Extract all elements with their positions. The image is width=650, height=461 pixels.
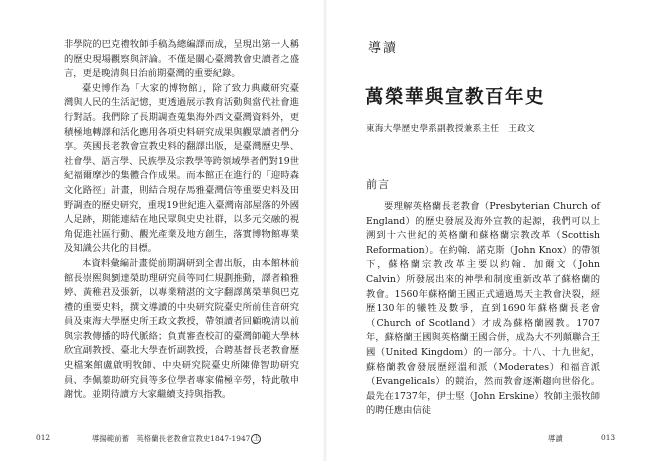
article-title: 萬榮華與宣教百年史 xyxy=(365,87,546,108)
author-byline: 東海大學歷史學系副教授兼系主任 王政文 xyxy=(366,124,535,134)
page-number-left: 012 xyxy=(36,433,51,442)
right-page-body xyxy=(366,200,600,419)
paragraph: 臺史博作為「大家的博物館」，除了致力典藏研究臺灣與人民的生活記憶，更透過展示教育活動與當代社會進行對話。我們除了長期調查蒐集海外西文臺灣資料外，更積極地轉譯和活化應用各項史料研究成果與觀眾讀者們分享。英國長老教會宣教史料的翻譯出版，是臺灣歷史學、社會學、語言學、民族學及宗教學等跨領域學者們對19世紀福爾摩沙的集體合作成果。而本館正在進行的「迎時森文化路徑」計畫，則結合現存馬雅臺灣信等重要史料及田野調查的歷史研究，重現19世紀進入臺灣南部屋落的外國人足跡，期能連結在地民眾與史史社群，以多元交融的視角促進社區行動、觀光產業及地方創生，落實博物館專業及知識公共化的目標。 xyxy=(64,82,299,255)
running-footer-title: 導揚範前蓄 英格蘭長老教會宣教史1847-1947 xyxy=(92,434,251,443)
paragraph: 本資料彙編計畫從前期調研到全書出版，由本館林前館長崇熙與劉達榮助理研究員等同仁規劃推動，譯者賴雅婷、黃稚君及張新，以專業精湛的文字翻譯萬榮華與巴克禮的重要史料，撰文導讀的中央研究院臺史所前佳音研究員及東海大學歷史所王政文教授，帶領讀者回顧晚清以前與宗教傳播的時代脈絡；負責審查校訂的臺灣師範大學林欣宜副教授、臺北大學查忻副教授，合聘基督長老教會歷史檔案館盧啟明牧師、中央研究院臺史所陳偉智助研究員、李佩蓁助研究員等多位學者專家備極辛勞，特此敬申謝忱。並期待讀方大家繼續支持與指教。 xyxy=(64,257,299,401)
volume-mark: 上 xyxy=(253,435,260,442)
running-footer-right: 導讀 xyxy=(548,434,563,443)
left-page-body xyxy=(64,38,299,403)
paragraph: 非學院的巴克禮牧師手稿為總編譯而成，呈現出第一人稱的歷史現場觀察與評論。不僅是關心臺灣教會史讀者之盛言，更是晚清與日治前期臺灣的重要紀錄。 xyxy=(64,39,299,80)
page-number-right: 013 xyxy=(601,433,616,442)
paragraph: 要理解英格蘭長老教會（Presbyterian Church of England）的歷史發展及海外宣教的起源，我們可以上溯到十六世紀的英格蘭和蘇格蘭宗教改革（Scottish Reformation）。在約翰．諾克斯（John Knox）的帶領下，蘇格蘭宗教改革主要以約翰．加爾文（John Calvin）所發展出來的神學和制度重新改革了蘇格蘭的教會。1560年蘇格蘭王國正式通過馬天主教會決裂，經歷130年的犧牲及數爭，直到1690年蘇格蘭長老會（Church of Scotland）才成為蘇格蘭國教。1707年，蘇格蘭王國與英格蘭王國合併，成為大不列顛聯合王國（United Kingdom）的一部分。十八、十九世紀，蘇格蘭教會發展歷經溫和派（Moderates）和福音派（Evangelicals）的競治，然而教會逐漸趨向世俗化。最先在1737年，伊士堅（John Erskine）牧師主張牧師的聘任應由信徒 xyxy=(366,201,600,417)
section-heading: 前言 xyxy=(366,178,390,191)
section-label: 導讀 xyxy=(368,41,399,56)
running-footer-left xyxy=(92,433,261,444)
